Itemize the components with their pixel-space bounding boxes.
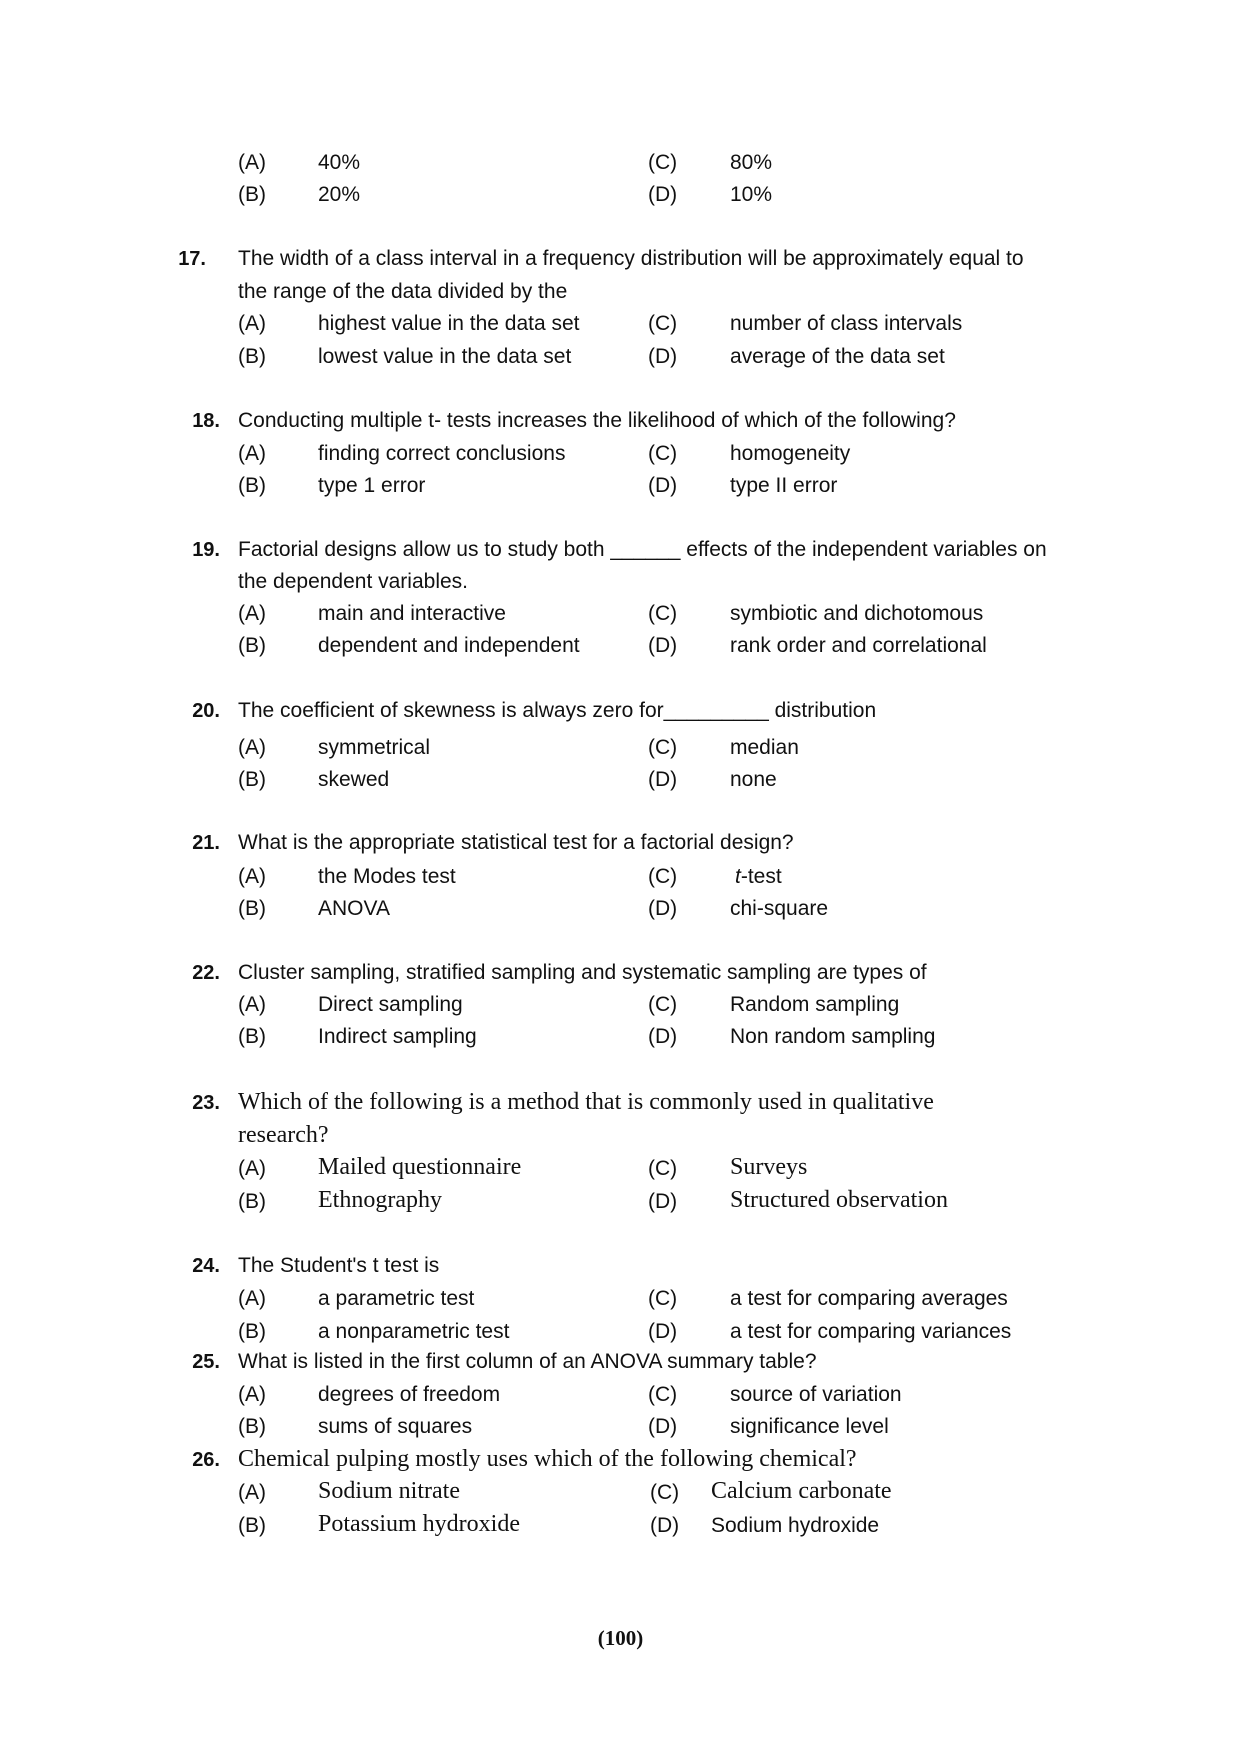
question-number: 18.	[192, 410, 220, 432]
option-label-c: (C)	[648, 993, 678, 1016]
option-label-a: (A)	[238, 602, 266, 625]
option-a: Mailed questionnaire	[318, 1154, 522, 1180]
option-label-b: (B)	[238, 1415, 266, 1438]
question-text: Cluster sampling, stratified sampling and systematic sampling are types of	[238, 961, 927, 984]
question-text: What is the appropriate statistical test for a factorial design?	[238, 831, 794, 854]
option-label-c: (C)	[648, 1157, 678, 1180]
option-c	[735, 864, 782, 890]
option-d: type II error	[730, 474, 838, 497]
option-label-a: (A)	[238, 1481, 266, 1504]
question-number: 22.	[192, 962, 220, 984]
option-a: degrees of freedom	[318, 1383, 501, 1406]
option-label-d: (D)	[648, 345, 678, 368]
option-d: significance level	[730, 1415, 889, 1438]
question-number: 21.	[192, 832, 220, 854]
question-text: the dependent variables.	[238, 570, 469, 593]
option-d: a test for comparing variances	[730, 1320, 1012, 1343]
option-c: 80%	[730, 151, 773, 174]
question-text: Which of the following is a method that is commonly used in qualitative	[238, 1089, 934, 1115]
option-label-c: (C)	[648, 602, 678, 625]
option-c-rest: -test	[740, 865, 782, 888]
question-text: research?	[238, 1122, 329, 1148]
option-b: Indirect sampling	[318, 1025, 477, 1048]
option-a: a parametric test	[318, 1287, 475, 1310]
question-number: 26.	[192, 1449, 220, 1471]
option-label-a: (A)	[238, 312, 266, 335]
option-a: the Modes test	[318, 865, 456, 888]
option-c: a test for comparing averages	[730, 1287, 1008, 1310]
option-label-d: (D)	[648, 183, 678, 206]
question-text: The Student's t test is	[238, 1254, 440, 1277]
option-label-d: (D)	[648, 474, 678, 497]
option-label-a: (A)	[238, 442, 266, 465]
option-b: ANOVA	[318, 897, 390, 920]
question-text: Factorial designs allow us to study both ______ effects of the independent variables on	[238, 538, 1047, 561]
question-number: 17.	[178, 248, 206, 270]
option-a: symmetrical	[318, 736, 431, 759]
option-label-a: (A)	[238, 993, 266, 1016]
option-a: Sodium nitrate	[318, 1478, 460, 1504]
option-c: symbiotic and dichotomous	[730, 602, 984, 625]
question-text: the range of the data divided by the	[238, 280, 568, 303]
option-label-a: (A)	[238, 865, 266, 888]
option-label-b: (B)	[238, 345, 266, 368]
option-label-d: (D)	[648, 1190, 678, 1213]
option-label-d: (D)	[648, 1025, 678, 1048]
option-b: Ethnography	[318, 1187, 442, 1213]
option-c: Calcium carbonate	[711, 1478, 892, 1504]
question-number: 24.	[192, 1255, 220, 1277]
option-b: type 1 error	[318, 474, 426, 497]
question-text: The coefficient of skewness is always zero for_________ distribution	[238, 699, 877, 722]
option-d: none	[730, 768, 777, 791]
option-label-c: (C)	[648, 312, 678, 335]
option-label-d: (D)	[648, 634, 678, 657]
option-label-d: (D)	[648, 1415, 678, 1438]
option-d: chi-square	[730, 897, 829, 920]
question-text: What is listed in the first column of an ANOVA summary table?	[238, 1350, 817, 1373]
option-d: rank order and correlational	[730, 634, 987, 657]
option-c: median	[730, 736, 799, 759]
option-label-c: (C)	[648, 1383, 678, 1406]
question-number: 20.	[192, 700, 220, 722]
option-a: main and interactive	[318, 602, 506, 625]
option-d: average of the data set	[730, 345, 945, 368]
option-a: highest value in the data set	[318, 312, 580, 335]
option-c-italic: t	[735, 865, 741, 888]
question-number: 19.	[192, 539, 220, 561]
option-label-a: (A)	[238, 1287, 266, 1310]
question-text: Chemical pulping mostly uses which of the following chemical?	[238, 1446, 857, 1472]
option-label-c: (C)	[650, 1481, 680, 1504]
option-a: 40%	[318, 151, 361, 174]
option-label-d: (D)	[650, 1514, 680, 1537]
option-label-c: (C)	[648, 151, 678, 174]
option-label-a: (A)	[238, 151, 266, 174]
option-b: sums of squares	[318, 1415, 473, 1438]
option-b: 20%	[318, 183, 361, 206]
option-c: Surveys	[730, 1154, 808, 1180]
option-b: skewed	[318, 768, 390, 791]
option-label-b: (B)	[238, 1025, 266, 1048]
option-label-b: (B)	[238, 1190, 266, 1213]
option-d: 10%	[730, 183, 773, 206]
option-c: Random sampling	[730, 993, 900, 1016]
page-number: (100)	[597, 1626, 644, 1650]
option-label-c: (C)	[648, 442, 678, 465]
option-c: source of variation	[730, 1383, 902, 1406]
option-label-a: (A)	[238, 736, 266, 759]
question-text: The width of a class interval in a frequency distribution will be approximately equal to	[238, 247, 1024, 270]
option-label-d: (D)	[648, 897, 678, 920]
option-label-b: (B)	[238, 1320, 266, 1343]
option-label-b: (B)	[238, 897, 266, 920]
option-label-b: (B)	[238, 768, 266, 791]
option-b: Potassium hydroxide	[318, 1511, 520, 1537]
option-label-b: (B)	[238, 1514, 266, 1537]
option-label-c: (C)	[648, 865, 678, 888]
option-label-d: (D)	[648, 768, 678, 791]
question-number: 25.	[192, 1351, 220, 1373]
option-label-b: (B)	[238, 474, 266, 497]
option-a: finding correct conclusions	[318, 442, 566, 465]
option-label-c: (C)	[648, 736, 678, 759]
question-text: Conducting multiple t- tests increases the likelihood of which of the following?	[238, 409, 956, 432]
option-d: Non random sampling	[730, 1025, 936, 1048]
option-b: lowest value in the data set	[318, 345, 572, 368]
option-label-b: (B)	[238, 634, 266, 657]
option-c: homogeneity	[730, 442, 851, 465]
option-label-a: (A)	[238, 1383, 266, 1406]
option-label-a: (A)	[238, 1157, 266, 1180]
option-d: Sodium hydroxide	[711, 1514, 880, 1537]
option-label-d: (D)	[648, 1320, 678, 1343]
option-b: a nonparametric test	[318, 1320, 510, 1343]
option-c: number of class intervals	[730, 312, 963, 335]
option-label-b: (B)	[238, 183, 266, 206]
question-number: 23.	[192, 1092, 220, 1114]
option-b: dependent and independent	[318, 634, 580, 657]
option-d: Structured observation	[730, 1187, 948, 1213]
option-a: Direct sampling	[318, 993, 463, 1016]
option-label-c: (C)	[648, 1287, 678, 1310]
